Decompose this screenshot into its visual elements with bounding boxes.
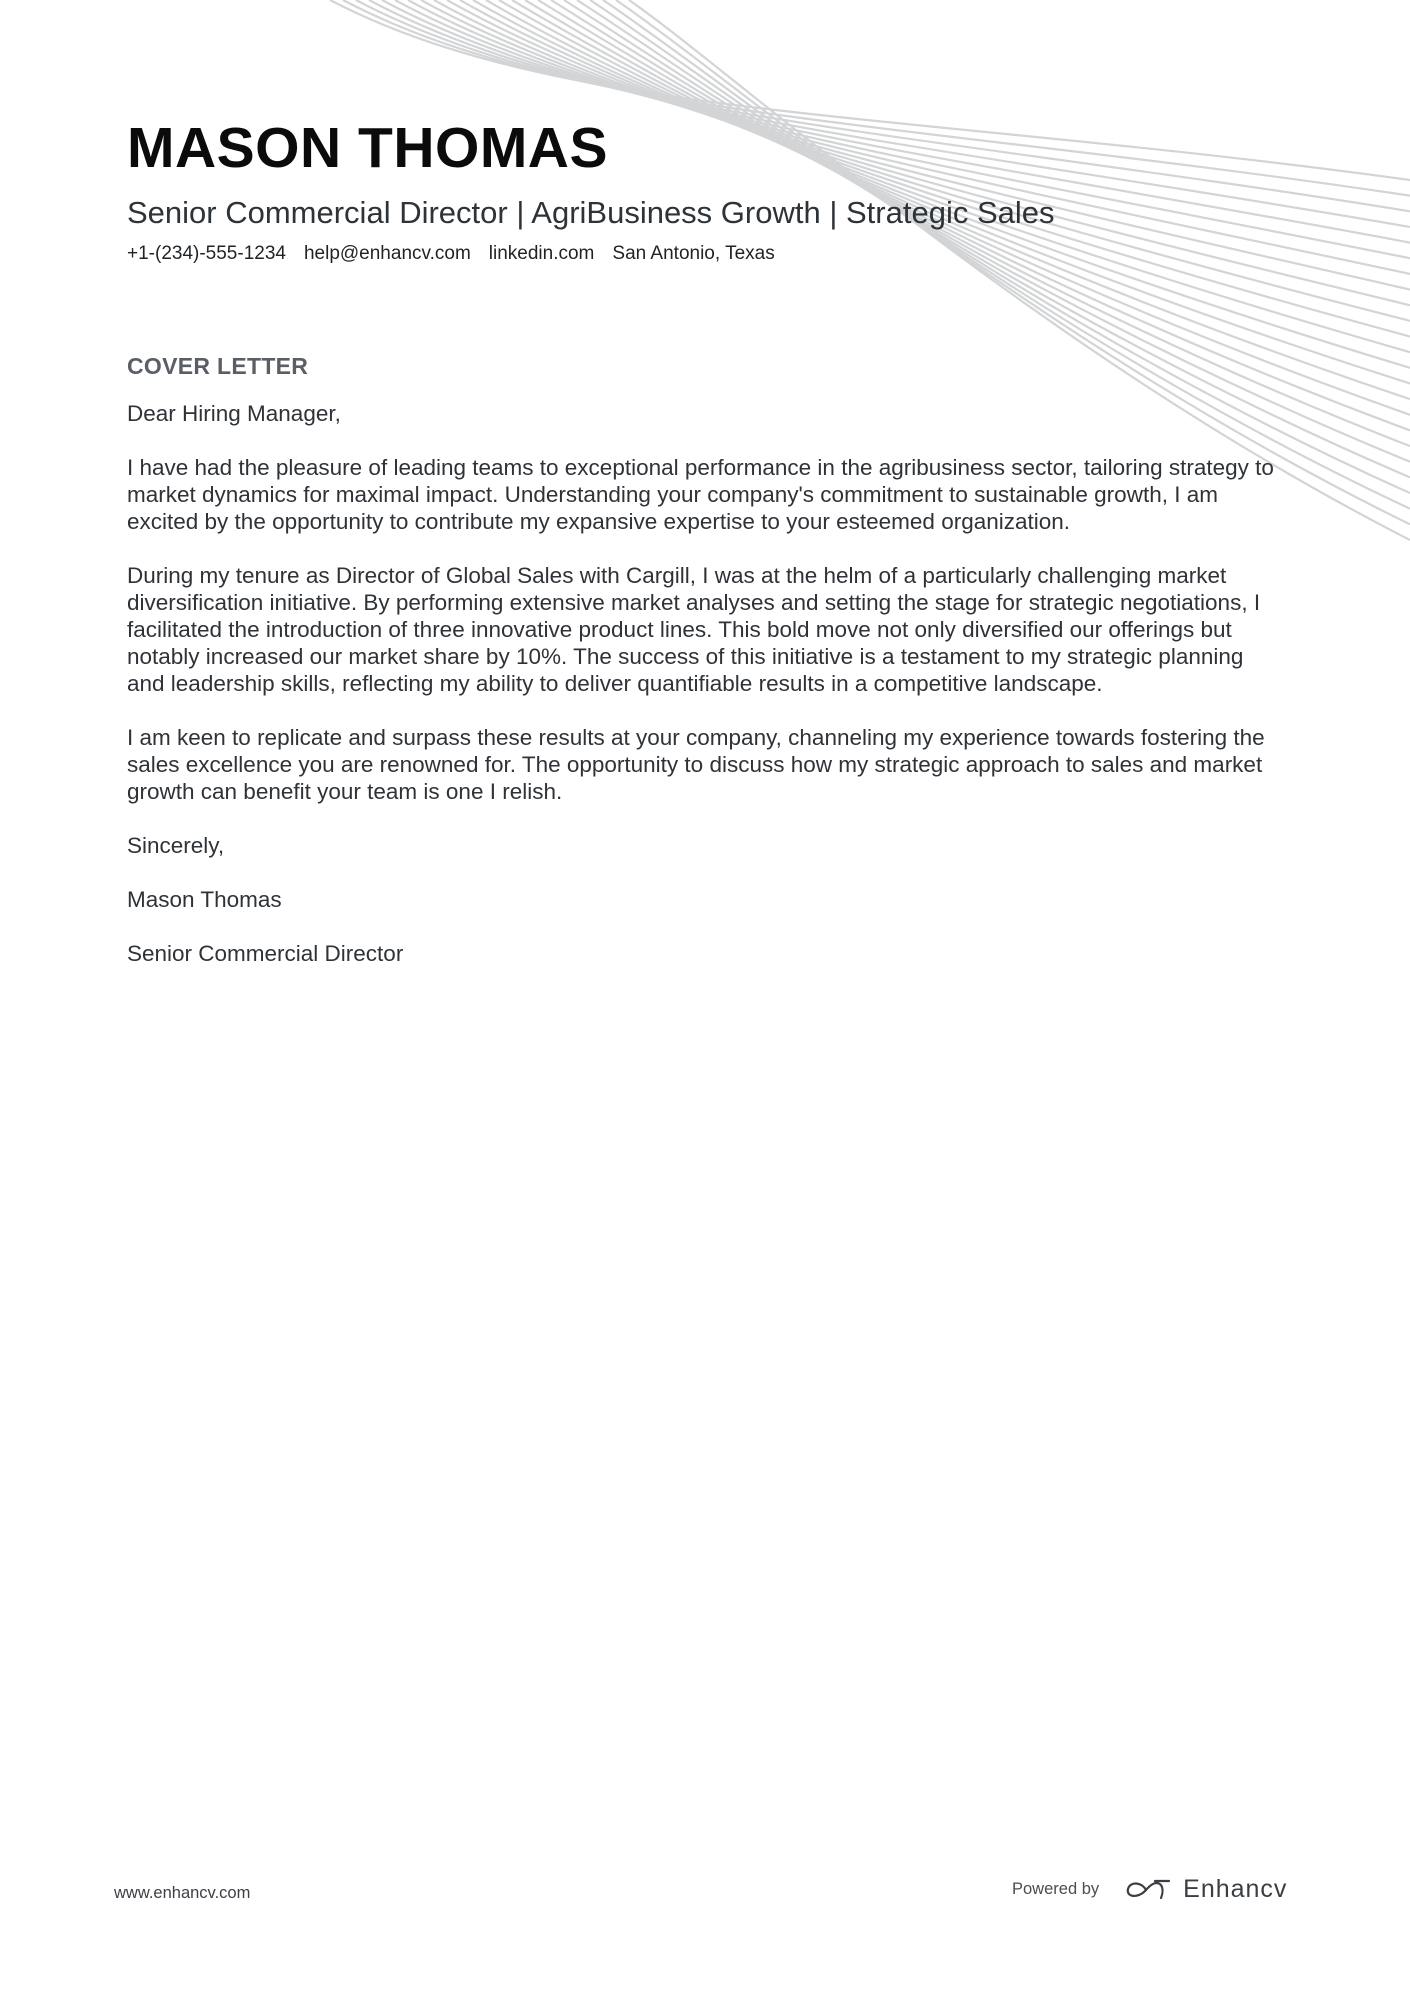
letter-paragraph-1: I have had the pleasure of leading teams to exceptional performance in the agribusiness sector, tailoring strategy to market dynamics for maximal impact. Understanding your company's commitment to sustainable growth, I am excited by the opportunity to contribute my expansive expertise to your esteemed organization. (127, 454, 1274, 534)
contact-phone: +1-(234)-555-1234 (127, 242, 286, 264)
contact-linkedin: linkedin.com (488, 242, 595, 264)
letter-greeting: Dear Hiring Manager, (127, 400, 341, 426)
section-title: COVER LETTER (127, 352, 309, 379)
contact-email: help@enhancv.com (303, 242, 471, 264)
contact-location: San Antonio, Texas (612, 242, 775, 264)
signature-title: Senior Commercial Director (127, 940, 404, 966)
footer-website: www.enhancv.com (114, 1884, 251, 1902)
cover-letter-page (127, 108, 1287, 994)
letter-body (127, 400, 1287, 967)
contact-info (127, 243, 1287, 265)
signature-name: Mason Thomas (127, 886, 282, 912)
powered-by-badge (1012, 1875, 1287, 1904)
enhancv-brand-name: Enhancv (1183, 1875, 1288, 1903)
candidate-name: MASON THOMAS (127, 116, 608, 180)
letter-paragraph-2: During my tenure as Director of Global Sales with Cargill, I was at the helm of a particularly challenging market diversification initiative. By performing extensive market analyses and setting the stage for strategic negotiations, I facilitated the introduction of three innovative product lines. This bold move not only diversified our offerings but notably increased our market share by 10%. The success of this initiative is a testament to my strategic planning and leadership skills, reflecting my ability to deliver quantifiable results in a competitive landscape. (127, 562, 1261, 696)
letter-paragraph-3: I am keen to replicate and surpass these results at your company, channeling my experience towards fostering the sales excellence you are renowned for. The opportunity to discuss how my strategic approach to sales and market growth can benefit your team is one I relish. (127, 724, 1265, 804)
candidate-headline: Senior Commercial Director | AgriBusiness Growth | Strategic Sales (127, 195, 1055, 230)
enhancv-logo-icon (1125, 1877, 1171, 1903)
enhancv-brand (1125, 1875, 1287, 1904)
powered-by-label: Powered by (1012, 1880, 1100, 1898)
letter-closing: Sincerely, (127, 832, 225, 858)
